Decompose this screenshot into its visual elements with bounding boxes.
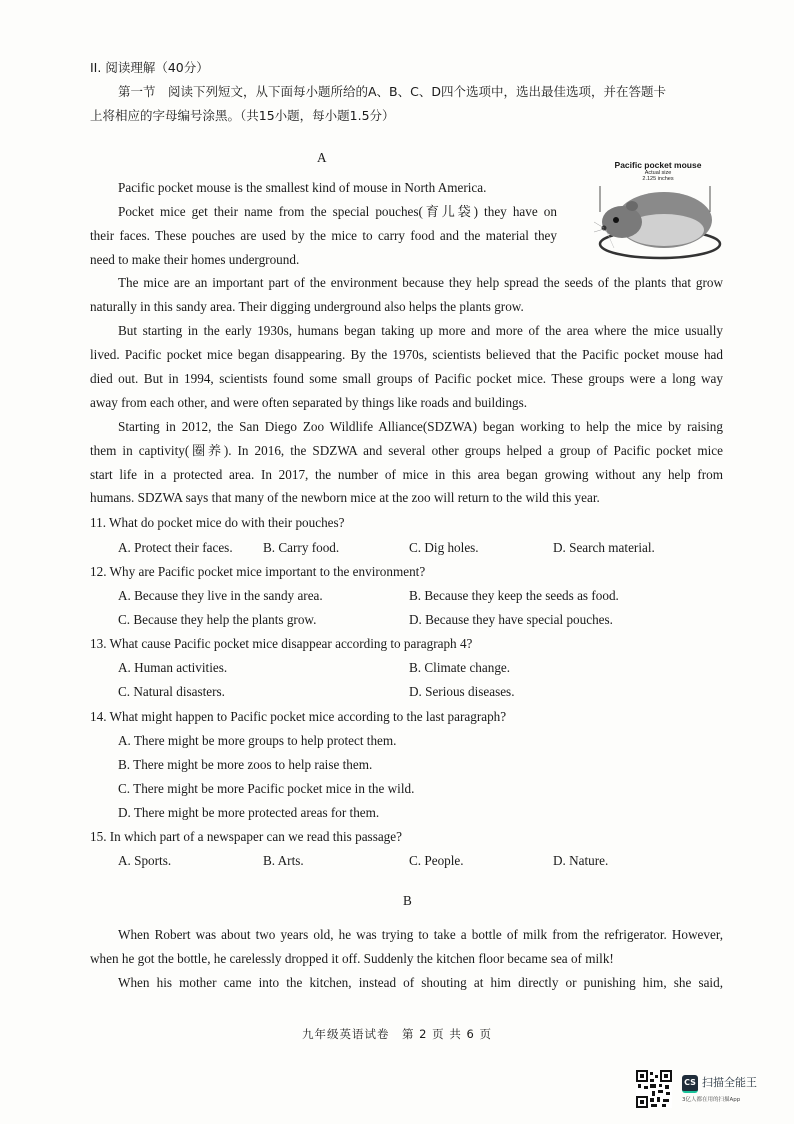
passage-a-label: A: [317, 150, 327, 165]
passage-b-line: When Robert was about two years old, he was trying to take a bottle of milk from the refrigerator. However,: [118, 927, 723, 942]
question-11-stem: 11. What do pocket mice do with their pouches?: [90, 515, 345, 530]
question-13-option-a[interactable]: A. Human activities.: [118, 660, 228, 675]
question-12-option-b[interactable]: B. Because they keep the seeds as food.: [409, 588, 619, 603]
passage-b-line: when he got the bottle, he carelessly dropped it off. Suddenly the kitchen floor became sea of milk!: [90, 951, 614, 966]
passage-a-line: died out. But in 1994, scientists found some small groups of Pacific pocket mice. These groups were a long way: [90, 371, 723, 386]
page-footer: 九年级英语试卷 第 2 页 共 6 页: [302, 1027, 492, 1041]
passage-a-line: But starting in the early 1930s, humans began taking up more and more of the area where the mice usually: [118, 323, 723, 338]
app-tagline: 3亿人都在用的扫描App: [682, 1097, 741, 1103]
question-12-option-a[interactable]: A. Because they live in the sandy area.: [118, 588, 323, 603]
passage-b-line: When his mother came into the kitchen, instead of shouting at him directly or punishing him, she said,: [118, 975, 723, 990]
question-13-option-d[interactable]: D. Serious diseases.: [409, 684, 515, 699]
qr-code-icon: [636, 1070, 672, 1108]
question-13-option-b[interactable]: B. Climate change.: [409, 660, 511, 675]
camscanner-logo-icon: CS: [682, 1075, 698, 1093]
passage-a-line: humans. SDZWA says that many of the newborn mice at the zoo will return to the wild this year.: [90, 490, 600, 505]
question-14-stem: 14. What might happen to Pacific pocket mice according to the last paragraph?: [90, 709, 507, 724]
app-name: 扫描全能王: [702, 1076, 757, 1089]
passage-a-line: Pocket mice get their name from the special pouches(育儿袋) they have on: [118, 204, 557, 219]
question-15-option-a[interactable]: A. Sports.: [118, 853, 172, 868]
question-13-stem: 13. What cause Pacific pocket mice disappear according to paragraph 4?: [90, 636, 473, 651]
question-11-option-c[interactable]: C. Dig holes.: [409, 540, 479, 555]
question-15-stem: 15. In which part of a newspaper can we read this passage?: [90, 829, 402, 844]
question-14-option-c[interactable]: C. There might be more Pacific pocket mice in the wild.: [118, 781, 415, 796]
mouse-illustration-icon: [594, 182, 722, 266]
question-15-option-d[interactable]: D. Nature.: [553, 853, 609, 868]
question-12-stem: 12. Why are Pacific pocket mice important to the environment?: [90, 564, 426, 579]
question-13-option-c[interactable]: C. Natural disasters.: [118, 684, 225, 699]
question-14-option-b[interactable]: B. There might be more zoos to help raise them.: [118, 757, 373, 772]
passage-a-line: need to make their homes underground.: [90, 252, 300, 267]
question-12-option-d[interactable]: D. Because they have special pouches.: [409, 612, 613, 627]
question-11-option-a[interactable]: A. Protect their faces.: [118, 540, 233, 555]
mouse-figure: [594, 160, 722, 268]
passage-a-line: Pacific pocket mouse is the smallest kind of mouse in North America.: [118, 180, 487, 195]
passage-a-line: Starting in 2012, the San Diego Zoo Wildlife Alliance(SDZWA) began working to help the mice by raising: [118, 419, 723, 434]
section-instruction-line2: 上将相应的字母编号涂黑。（共15小题，每小题1.5分）: [90, 108, 395, 123]
figure-measure: 2.125 inches: [642, 176, 674, 182]
passage-a-line: start life in a protected area. In 2017, the number of mice in this area began growing without any help from: [90, 467, 723, 482]
question-14-option-a[interactable]: A. There might be more groups to help protect them.: [118, 733, 397, 748]
figure-title: Pacific pocket mouse: [614, 160, 702, 170]
passage-b-label: B: [403, 893, 412, 908]
question-11-option-d[interactable]: D. Search material.: [553, 540, 655, 555]
passage-a-line: away from each other, and were often separated by things like roads and buildings.: [90, 395, 528, 410]
passage-a-line: lived. Pacific pocket mice began disappearing. By the 1970s, scientists believed that the Pacific pocket mouse had: [90, 347, 723, 362]
question-12-option-c[interactable]: C. Because they help the plants grow.: [118, 612, 317, 627]
passage-a-line: them in captivity(圈养). In 2016, the SDZWA and several other groups helped a group of Pacific pocket mice: [90, 443, 723, 458]
section-instruction-line1: 第一节 阅读下列短文，从下面每小题所给的A、B、C、D四个选项中，选出最佳选项，并在答题卡: [118, 84, 666, 99]
question-15-option-b[interactable]: B. Arts.: [263, 853, 304, 868]
passage-a-line: The mice are an important part of the environment because they help spread the seeds of the plants that grow: [118, 275, 723, 290]
question-11-option-b[interactable]: B. Carry food.: [263, 540, 340, 555]
passage-a-line: their faces. These pouches are used by the mice to carry food and the material they: [90, 228, 557, 243]
figure-subtitle: Actual size: [644, 170, 672, 176]
section-heading: II. 阅读理解（40分）: [90, 60, 209, 75]
passage-a-line: naturally in this sandy area. Their digging underground also helps the plants grow.: [90, 299, 524, 314]
question-14-option-d[interactable]: D. There might be more protected areas for them.: [118, 805, 380, 820]
question-15-option-c[interactable]: C. People.: [409, 853, 464, 868]
